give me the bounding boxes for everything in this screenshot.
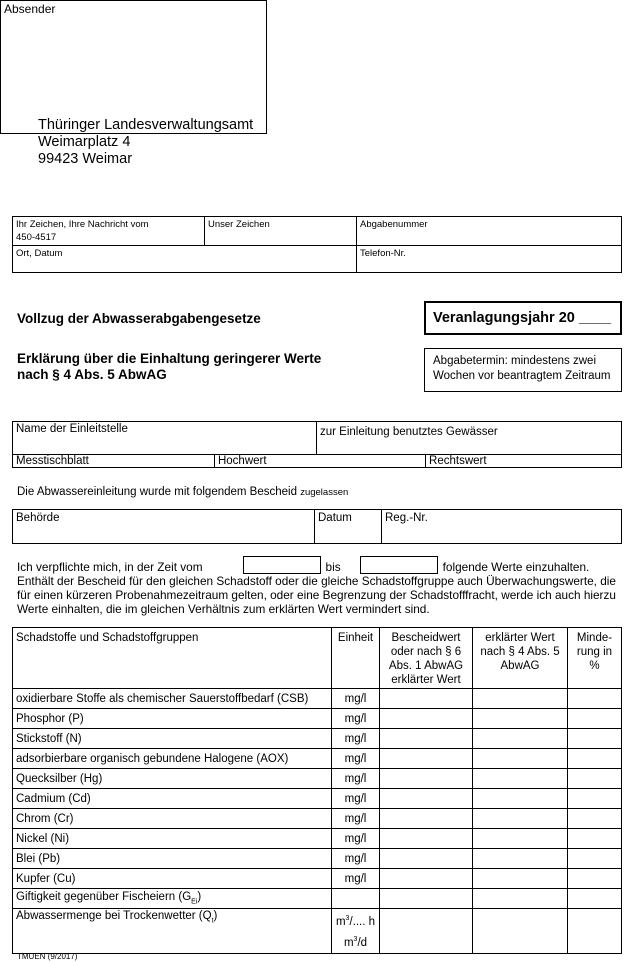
pollutant-name: Abwassermenge bei Trockenwetter $(Q_t)$ [13, 909, 332, 954]
table-row [13, 869, 622, 889]
water-body-field[interactable] [316, 422, 621, 455]
our-reference-label: Unser Zeichen [208, 219, 270, 230]
declared-value-cell[interactable] [473, 769, 568, 789]
easting-field[interactable] [426, 455, 622, 468]
permit-value-cell[interactable] [380, 849, 473, 869]
period-to-input[interactable] [360, 556, 438, 574]
map-sheet-label: Messtischblatt [16, 455, 89, 467]
declared-value-cell[interactable] [473, 689, 568, 709]
approval-date-label: Datum [318, 512, 352, 524]
declared-value-cell[interactable] [473, 809, 568, 829]
unit-cell: mg/l [332, 709, 380, 729]
permit-value-cell[interactable] [380, 809, 473, 829]
permit-value-cell[interactable] [380, 869, 473, 889]
pollutant-name: Cadmium (Cd) [13, 789, 332, 809]
subtitle-line: Erklärung über die Einhaltung geringerer Werte [17, 351, 322, 366]
place-date-field[interactable] [13, 246, 357, 273]
reduction-cell[interactable] [568, 889, 622, 909]
form-subtitle [17, 351, 321, 383]
your-reference-value: 450-4517 [16, 232, 57, 243]
deadline-note [424, 348, 622, 392]
unit-cell: mg/l [332, 689, 380, 709]
your-reference-label: Ihr Zeichen, Ihre Nachricht vom [16, 219, 149, 230]
recipient-address [38, 117, 253, 168]
declared-value-cell[interactable] [473, 789, 568, 809]
registration-number-field[interactable] [382, 510, 622, 544]
header-unit: Einheit [332, 628, 380, 689]
table-row [13, 849, 622, 869]
reduction-cell[interactable] [568, 849, 622, 869]
pollutant-table [12, 627, 622, 954]
pollutant-name: Blei (Pb) [13, 849, 332, 869]
pollutant-name: Stickstoff (N) [13, 729, 332, 749]
table-row [13, 889, 622, 909]
abgabenummer-label: Abgabenummer [360, 219, 428, 230]
recipient-line: 99423 Weimar [38, 151, 133, 167]
permit-value-cell[interactable] [380, 789, 473, 809]
unit-cell: mg/l [332, 829, 380, 849]
phone-label: Telefon-Nr. [360, 248, 406, 259]
table-row [13, 729, 622, 749]
declared-value-cell[interactable] [473, 909, 568, 954]
pollutant-name: Nickel (Ni) [13, 829, 332, 849]
permit-value-cell[interactable] [380, 889, 473, 909]
approval-text-main: Die Abwassereinleitung wurde mit folgendem Bescheid [17, 486, 297, 498]
recipient-line: Weimarplatz 4 [38, 134, 131, 150]
approval-text-small: zugelassen [300, 487, 349, 498]
reduction-cell[interactable] [568, 709, 622, 729]
reduction-cell[interactable] [568, 869, 622, 889]
reference-table [12, 216, 622, 273]
reduction-cell[interactable] [568, 729, 622, 749]
declared-value-cell[interactable] [473, 849, 568, 869]
form-title: Vollzug der Abwasserabgabengesetze [17, 311, 261, 326]
permit-value-cell[interactable] [380, 769, 473, 789]
declaration-text: Enthält der Bescheid für den gleichen Schadstoff oder die gleiche Schadstoffgruppe auch Überwachungswerte, die für einen kürzeren Probenahmezeitraum gelten, oder eine Begrenzung der Schadstofffracht, werde ich auch hierzu Werte einhalten, die im gleichen Verhältnis zum erklärten Wert vermindert sind. [17, 574, 616, 616]
approval-table [12, 509, 622, 544]
reduction-cell[interactable] [568, 769, 622, 789]
pollutant-name: Quecksilber (Hg) [13, 769, 332, 789]
pollutant-name: Phosphor (P) [13, 709, 332, 729]
table-row [13, 809, 622, 829]
unit-cell: mg/l [332, 809, 380, 829]
reduction-cell[interactable] [568, 749, 622, 769]
unit-cell [332, 889, 380, 909]
water-body-label: zur Einleitung benutztes Gewässer [319, 426, 498, 438]
permit-value-cell[interactable] [380, 729, 473, 749]
declared-value-cell[interactable] [473, 749, 568, 769]
map-sheet-field[interactable] [13, 455, 215, 468]
header-declared-value: erklärter Wert nach § 4 Abs. 5 AbwAG [473, 628, 568, 689]
recipient-line: Thüringer Landesverwaltungsamt [38, 117, 254, 133]
subtitle-line: nach § 4 Abs. 5 AbwAG [17, 367, 167, 382]
reduction-cell[interactable] [568, 689, 622, 709]
table-row [13, 789, 622, 809]
declaration-bis: bis [325, 560, 341, 574]
northing-label: Hochwert [217, 455, 267, 467]
approval-text [17, 486, 348, 498]
pollutant-name: Giftigkeit gegenüber Fischeiern $(G_{Ei})$ [13, 889, 332, 909]
header-permit-value: Bescheidwert oder nach § 6 Abs. 1 AbwAG erklärter Wert [380, 628, 473, 689]
reduction-cell[interactable] [568, 909, 622, 954]
deadline-line: Wochen vor beantragtem Zeitraum [433, 370, 611, 382]
table-header-row [13, 628, 622, 689]
discharge-point-table [12, 421, 622, 468]
unit-cell: $m^3/$.... h $m^3/d$ [332, 909, 380, 954]
abgabenummer-field[interactable] [357, 217, 622, 246]
permit-value-cell[interactable] [380, 909, 473, 954]
pollutant-name: adsorbierbare organisch gebundene Halogene (AOX) [13, 749, 332, 769]
declared-value-cell[interactable] [473, 869, 568, 889]
declaration-text: Ich verpflichte mich, in der Zeit vom [17, 560, 203, 574]
permit-value-cell[interactable] [380, 749, 473, 769]
easting-label: Rechtswert [429, 455, 487, 467]
header-pollutants: Schadstoffe und Schadstoffgruppen [13, 628, 332, 689]
period-from-input[interactable] [243, 556, 321, 574]
declared-value-cell[interactable] [473, 829, 568, 849]
permit-value-cell[interactable] [380, 829, 473, 849]
permit-value-cell[interactable] [380, 689, 473, 709]
reduction-cell[interactable] [568, 789, 622, 809]
permit-value-cell[interactable] [380, 709, 473, 729]
table-row [13, 909, 622, 954]
unit-cell: mg/l [332, 849, 380, 869]
our-reference-field[interactable] [205, 217, 357, 246]
assessment-year-box[interactable]: Veranlagungsjahr 20 ____ [424, 301, 622, 335]
table-row [13, 769, 622, 789]
unit-cell: mg/l [332, 789, 380, 809]
reduction-cell[interactable] [568, 809, 622, 829]
northing-field[interactable] [214, 455, 425, 468]
declaration-text: folgende Werte einzuhalten. [442, 560, 590, 574]
reduction-cell[interactable] [568, 829, 622, 849]
declaration-paragraph [17, 556, 622, 616]
sender-label: Absender [4, 2, 56, 16]
pollutant-name: oxidierbare Stoffe als chemischer Sauerstoffbedarf (CSB) [13, 689, 332, 709]
place-date-label: Ort, Datum [16, 248, 63, 259]
header-reduction: Minde-rung in % [568, 628, 622, 689]
unit-cell: mg/l [332, 729, 380, 749]
declared-value-cell[interactable] [473, 729, 568, 749]
declared-value-cell[interactable] [473, 889, 568, 909]
authority-field[interactable] [13, 510, 315, 544]
declared-value-cell[interactable] [473, 709, 568, 729]
your-reference-field[interactable] [13, 217, 205, 246]
table-row [13, 829, 622, 849]
table-row [13, 689, 622, 709]
registration-number-label: Reg.-Nr. [385, 512, 428, 524]
approval-date-field[interactable] [315, 510, 382, 544]
discharge-name-label: Name der Einleitstelle [16, 423, 128, 435]
table-row [13, 709, 622, 729]
authority-label: Behörde [16, 512, 60, 524]
sender-box[interactable] [0, 0, 267, 134]
form-footer: TMUEN (9/2017) [17, 952, 78, 961]
table-row [13, 749, 622, 769]
pollutant-name: Kupfer (Cu) [13, 869, 332, 889]
unit-cell: mg/l [332, 769, 380, 789]
deadline-line: Abgabetermin: mindestens zwei [433, 355, 596, 367]
phone-field[interactable] [357, 246, 622, 273]
unit-cell: mg/l [332, 869, 380, 889]
pollutant-name: Chrom (Cr) [13, 809, 332, 829]
unit-cell: mg/l [332, 749, 380, 769]
discharge-name-field[interactable] [13, 422, 317, 455]
